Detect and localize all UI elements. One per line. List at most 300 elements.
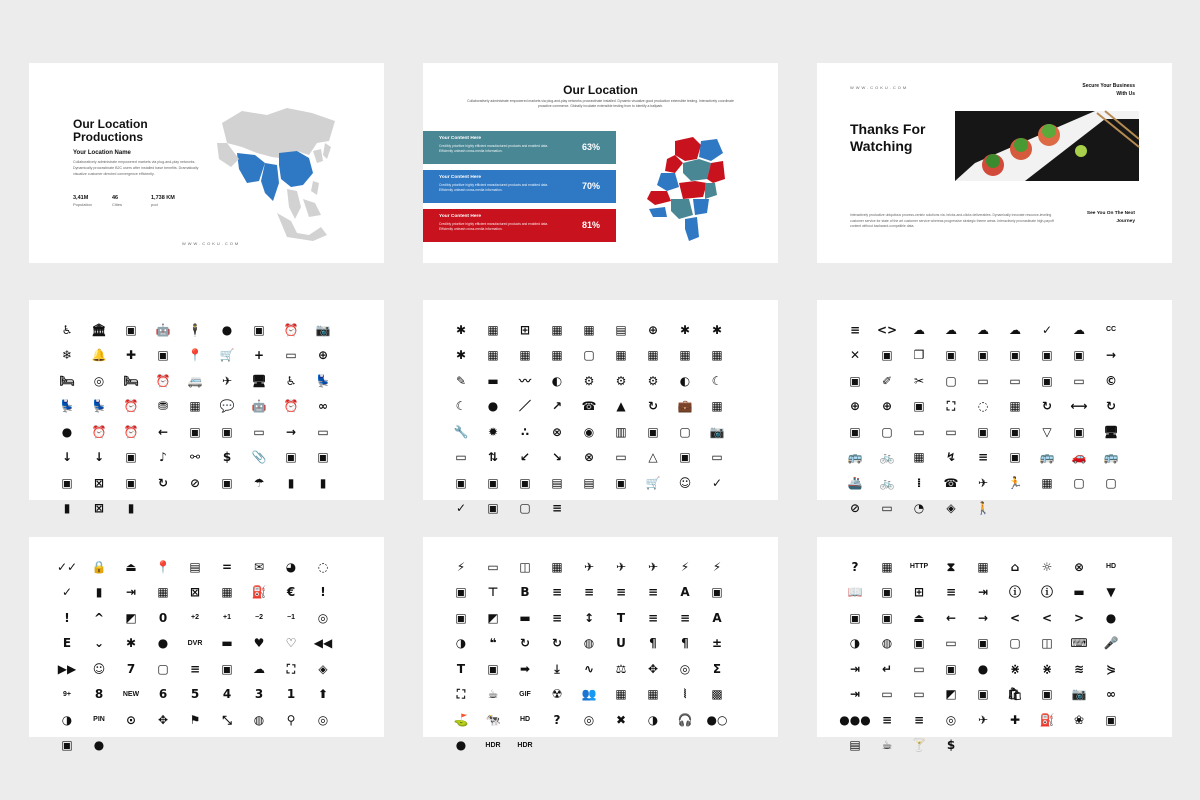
icon-3-56-icon: 🚲 [879,475,895,490]
icon-4-60-icon: ⤡ [222,712,232,727]
icon-4-19-icon: ! [64,610,70,625]
icon-4-9-icon: ◌ [317,559,329,574]
icon-slide-6[interactable] [817,537,1172,753]
slide-description: Collaboratively administrate empowered markets via plug-and-play networks procrastinate installed. Dynamic visualize good production extensible testing. Interactively coordinate proactive commerce. Globally incubate extensible testing from to identify a ballpark. [467,99,734,108]
icon-1-37-icon: ● [61,424,73,439]
icon-5-61-icon: ◑ [647,712,659,727]
icon-6-53-icon: 📷 [1071,687,1087,702]
icon-4-10-icon: ✓ [61,585,73,600]
icon-4-56-icon: PIN [93,716,105,724]
see-you-text: See You On The Next Journey [1086,211,1135,224]
icon-6-23-icon: → [977,610,989,625]
icon-6-56-icon: ≡ [881,712,893,727]
icon-2-12-icon: ▦ [519,348,531,363]
icon-6-50-icon: ▣ [977,687,989,702]
icon-3-59-icon: ✈ [977,475,989,490]
icon-4-54-icon: ⬆ [317,687,329,702]
icon-4-36-icon: ◀◀ [313,636,333,651]
icon-2-63-icon: ✓ [711,475,723,490]
icon-3-18-icon: → [1105,348,1117,363]
icon-2-48-icon: ↙ [519,450,531,465]
icon-3-22-icon: ▢ [945,373,957,388]
icon-6-37-icon: ⇥ [849,661,861,676]
icon-3-58-icon: ☎ [943,475,959,490]
icon-6-30-icon: ▣ [913,636,925,651]
icon-4-5-icon: ▤ [189,559,201,574]
icon-2-66-icon: ▢ [519,501,531,516]
stat-cities [112,195,150,207]
icon-grid [839,317,1127,521]
icon-1-43-icon: ▭ [253,424,265,439]
slide-body-text: Collaboratively administrate empowered markets via plug-and-play networks. Dynamically procrastinate B2C users after installed base benefits. Dramatically visualize customer directed convergence efficiently. [73,160,199,176]
icon-5-60-icon: ✖ [615,712,627,727]
icon-2-39-icon: ∴ [520,424,530,439]
icon-5-44-icon: ◎ [679,661,691,676]
icon-2-67-icon: ≡ [551,501,563,516]
icon-3-36-icon: ↻ [1105,399,1117,414]
icon-4-8-icon: ◕ [285,559,297,574]
stat-value: 1,738 KM [151,195,175,201]
icon-6-35-icon: ⌨ [1070,636,1088,651]
icon-1-3-icon: ▣ [125,322,137,337]
icon-6-49-icon: ◩ [945,687,957,702]
icon-1-26-icon: ♿ [285,373,297,388]
icon-2-43-icon: ▣ [647,424,659,439]
icon-6-16-icon: ⓘ [1040,585,1053,600]
icon-4-51-icon: 4 [222,687,232,702]
icon-1-9-icon: 📷 [315,322,331,337]
icon-5-50-icon: 👥 [581,687,597,702]
icon-2-14-icon: ▢ [583,348,595,363]
icon-3-12-icon: ❐ [913,348,925,363]
icon-1-66-icon: ▮ [127,501,135,516]
icon-1-45-icon: ▭ [317,424,329,439]
icon-3-25-icon: ▣ [1041,373,1053,388]
icon-slide-2[interactable] [423,300,778,516]
icon-6-40-icon: ▣ [945,661,957,676]
icon-1-41-icon: ▣ [189,424,201,439]
bar-text: Credibly prioritize highly efficient manufactured products and enabled data. Efficiently unleash cross-media information. [439,222,549,231]
icon-3-61-icon: ▦ [1041,475,1053,490]
icon-1-16-icon: + [253,348,265,363]
icon-3-42-icon: ▣ [1009,424,1021,439]
icon-5-32-icon: ◍ [583,636,595,651]
icon-2-47-icon: ⇅ [487,450,499,465]
icon-3-20-icon: ✐ [881,373,893,388]
icon-2-13-icon: ▦ [551,348,563,363]
icon-4-47-icon: 8 [94,687,104,702]
icon-6-15-icon: ⓘ [1008,585,1021,600]
icon-3-66-icon: ◔ [913,501,925,516]
icon-6-10-icon: 📖 [847,585,863,600]
icon-3-62-icon: ▢ [1073,475,1085,490]
icon-5-62-icon: 🎧 [677,712,693,727]
icon-2-40-icon: ⊗ [551,424,563,439]
icon-2-35-icon: 💼 [677,399,693,414]
icon-5-22-icon: ≡ [551,610,563,625]
icon-3-6-icon: ☁ [1009,322,1021,337]
icon-2-19-icon: ✎ [455,373,467,388]
icon-5-20-icon: ◩ [487,610,499,625]
icon-2-32-icon: ☎ [581,399,597,414]
icon-4-49-icon: 6 [158,687,168,702]
icon-5-38-icon: ▣ [487,661,499,676]
icon-5-29-icon: ❝ [489,636,497,651]
icon-5-52-icon: ▦ [647,687,659,702]
icon-2-4-icon: ▦ [551,322,563,337]
icon-1-17-icon: ▭ [285,348,297,363]
icon-2-50-icon: ⊗ [583,450,595,465]
icon-1-30-icon: ⏰ [123,399,139,414]
icon-2-56-icon: ▣ [487,475,499,490]
icon-3-15-icon: ▣ [1009,348,1021,363]
icon-6-4-icon: ⧗ [946,559,956,574]
icon-6-65-icon: ☕ [881,738,893,753]
slide-thanks[interactable] [817,63,1172,263]
icon-4-42-icon: ▣ [221,661,233,676]
icon-6-8-icon: ⊗ [1073,559,1085,574]
icon-5-30-icon: ↻ [519,636,531,651]
icon-3-8-icon: ☁ [1073,322,1085,337]
icon-3-4-icon: ☁ [945,322,957,337]
icon-3-54-icon: 🚌 [1103,450,1119,465]
icon-2-45-icon: 📷 [709,424,725,439]
icon-1-1-icon: ♿ [61,322,73,337]
icon-1-25-icon: 🖥 [251,373,267,388]
icon-5-53-icon: ⦚ [683,687,687,702]
icon-1-55-icon: ▣ [61,475,73,490]
icon-2-15-icon: ▦ [615,348,627,363]
icon-5-43-icon: ✥ [647,661,659,676]
slide-location-productions[interactable] [29,63,384,263]
icon-6-12-icon: ⊞ [913,585,925,600]
icon-1-8-icon: ⏰ [283,322,299,337]
icon-5-24-icon: T [616,610,626,625]
content-bar-3 [423,209,616,242]
icon-4-46-icon: 9+ [63,690,71,698]
stat-value: 46 [112,195,119,201]
icon-2-16-icon: ▦ [647,348,659,363]
website-footer: WWW.COKU.COM [182,241,241,246]
icon-grid [445,554,733,758]
icon-4-52-icon: 3 [254,687,264,702]
icon-4-27-icon: ◎ [317,610,329,625]
icon-4-29-icon: ⌄ [93,636,105,651]
icon-6-60-icon: ✚ [1009,712,1021,727]
icon-5-18-icon: ▣ [711,585,723,600]
icon-4-59-icon: ⚑ [189,712,201,727]
content-bar-1 [423,131,616,164]
slide-subtitle: Your Location Name [73,150,131,156]
icon-2-65-icon: ▣ [487,501,499,516]
icon-3-38-icon: ▢ [881,424,893,439]
icon-1-61-icon: ☂ [253,475,265,490]
icon-3-52-icon: 🚌 [1039,450,1055,465]
icon-3-39-icon: ▭ [913,424,925,439]
icon-3-24-icon: ▭ [1009,373,1021,388]
icon-2-33-icon: ▲ [616,399,626,414]
icon-5-25-icon: ≡ [647,610,659,625]
bar-percent: 63% [581,142,600,152]
icon-1-48-icon: ▣ [125,450,137,465]
icon-4-31-icon: ● [157,636,169,651]
icon-6-63-icon: ▣ [1105,712,1117,727]
secure-text: Secure Your Business With Us [1082,83,1135,97]
icon-1-62-icon: ▮ [287,475,295,490]
icon-1-39-icon: ⏰ [123,424,139,439]
icon-1-36-icon: ∞ [318,399,328,414]
icon-6-22-icon: ← [945,610,957,625]
stats-row [73,195,190,207]
slide-our-location[interactable] [423,63,778,263]
stat-label: Cities [112,202,123,207]
icon-2-64-icon: ✓ [455,501,467,516]
icon-2-8-icon: ✱ [679,322,691,337]
icon-6-33-icon: ▢ [1009,636,1021,651]
icon-1-57-icon: ▣ [125,475,137,490]
icon-4-6-icon: = [221,559,233,574]
icon-3-44-icon: ▣ [1073,424,1085,439]
icon-5-59-icon: ◎ [583,712,595,727]
icon-5-34-icon: ¶ [649,636,657,651]
icon-6-3-icon: HTTP [909,563,929,571]
icon-4-55-icon: ◑ [61,712,73,727]
icon-4-34-icon: ♥ [253,636,265,651]
icon-6-45-icon: ⋟ [1105,661,1117,676]
icon-4-2-icon: 🔒 [91,559,107,574]
icon-1-11-icon: 🔔 [91,348,107,363]
icon-1-5-icon: 🕴 [187,322,203,337]
icon-3-43-icon: ▽ [1042,424,1052,439]
icon-2-46-icon: ▭ [455,450,467,465]
icon-5-26-icon: ≡ [679,610,691,625]
icon-2-18-icon: ▦ [711,348,723,363]
icon-3-3-icon: ☁ [913,322,925,337]
icon-4-41-icon: ≡ [189,661,201,676]
icon-2-20-icon: ▬ [487,373,499,388]
bar-percent: 81% [581,220,600,230]
icon-1-19-icon: 🛏 [59,373,75,388]
icon-5-31-icon: ↻ [551,636,563,651]
icon-1-38-icon: ⏰ [91,424,107,439]
icon-1-27-icon: 💺 [315,373,331,388]
icon-slide-4[interactable] [29,537,384,753]
icon-slide-1[interactable] [29,300,384,516]
stat-label: Population [73,202,92,207]
icon-1-24-icon: ✈ [221,373,233,388]
icon-4-25-icon: −2 [255,614,263,622]
icon-6-9-icon: HD [1105,563,1117,571]
icon-5-46-icon: ⛶ [456,687,466,702]
icon-1-44-icon: → [285,424,297,439]
icon-4-57-icon: ⊙ [125,712,137,727]
stat-population [73,195,111,207]
icon-3-9-icon: CC [1105,326,1117,334]
icon-5-55-icon: ⛳ [453,712,469,727]
icon-4-30-icon: ✱ [125,636,137,651]
icon-2-53-icon: ▣ [679,450,691,465]
icon-2-57-icon: ▣ [519,475,531,490]
icon-3-11-icon: ▣ [881,348,893,363]
bar-heading: Your Content Here [439,214,482,219]
icon-4-48-icon: NEW [122,690,140,698]
icon-5-11-icon: ⊤ [487,585,499,600]
asia-map [217,103,342,243]
icon-4-64-icon: ▣ [61,738,73,753]
icon-6-17-icon: ▬ [1073,585,1085,600]
icon-1-23-icon: 🚐 [187,373,203,388]
icon-6-51-icon: 🛍 [1007,687,1023,702]
icon-5-23-icon: ↕ [583,610,595,625]
icon-2-59-icon: ▤ [583,475,595,490]
icon-1-10-icon: ❄ [61,348,73,363]
icon-grid [839,554,1127,758]
icon-5-39-icon: ➡ [519,661,531,676]
icon-6-38-icon: ↵ [881,661,893,676]
icon-3-65-icon: ▭ [881,501,893,516]
icon-1-13-icon: ▣ [157,348,169,363]
icon-2-17-icon: ▦ [679,348,691,363]
icon-1-34-icon: 🤖 [251,399,267,414]
icon-grid [51,317,339,521]
icon-5-56-icon: 🐄 [485,712,501,727]
icon-1-40-icon: ← [157,424,169,439]
icon-5-64-icon: ● [455,738,467,753]
icon-5-27-icon: A [712,610,722,625]
icon-4-33-icon: ▬ [221,636,233,651]
icon-2-41-icon: ◉ [583,424,595,439]
icon-2-22-icon: ◐ [551,373,563,388]
icon-3-13-icon: ▣ [945,348,957,363]
icon-4-21-icon: ◩ [125,610,137,625]
icon-5-1-icon: ⚡ [456,559,466,574]
bar-heading: Your Content Here [439,136,482,141]
icon-2-62-icon: ☺ [678,475,692,490]
icon-5-4-icon: ▦ [551,559,563,574]
icon-6-48-icon: ▭ [913,687,925,702]
icon-3-27-icon: © [1105,373,1117,388]
icon-4-14-icon: ⊠ [189,585,201,600]
icon-1-20-icon: ◎ [93,373,105,388]
icon-3-57-icon: ⁞ [916,475,922,490]
icon-2-6-icon: ▤ [615,322,627,337]
icon-6-26-icon: > [1073,610,1085,625]
icon-3-28-icon: ⊕ [849,399,861,414]
slide-title: Thanks For Watching [850,121,926,154]
icon-2-7-icon: ⊕ [647,322,659,337]
icon-1-33-icon: 💬 [219,399,235,414]
icon-3-30-icon: ▣ [913,399,925,414]
icon-2-30-icon: ／ [518,399,531,414]
icon-2-42-icon: ▥ [615,424,627,439]
icon-4-12-icon: ⇥ [125,585,137,600]
icon-6-27-icon: ● [1105,610,1117,625]
icon-5-10-icon: ▣ [455,585,467,600]
icon-6-42-icon: ⋇ [1009,661,1021,676]
bar-heading: Your Content Here [439,175,482,180]
icon-5-54-icon: ▩ [711,687,723,702]
icon-5-12-icon: B [520,585,530,600]
icon-5-14-icon: ≡ [583,585,595,600]
icon-3-68-icon: 🚶 [975,501,991,516]
sushi-photo [955,111,1139,181]
icon-1-65-icon: ⊠ [93,501,105,516]
icon-6-6-icon: ⌂ [1010,559,1020,574]
icon-5-63-icon: ●○ [706,712,728,727]
icon-6-21-icon: ⏏ [913,610,925,625]
icon-1-58-icon: ↻ [157,475,169,490]
icon-1-53-icon: ▣ [285,450,297,465]
icon-1-54-icon: ▣ [317,450,329,465]
icon-6-34-icon: ◫ [1041,636,1053,651]
icon-2-34-icon: ↻ [647,399,659,414]
icon-slide-5[interactable] [423,537,778,753]
icon-3-50-icon: ≡ [977,450,989,465]
icon-5-47-icon: ☕ [487,687,499,702]
icon-5-42-icon: ⚖ [615,661,627,676]
icon-6-61-icon: ⛽ [1039,712,1055,727]
icon-3-33-icon: ▦ [1009,399,1021,414]
icon-5-7-icon: ✈ [647,559,659,574]
icon-3-19-icon: ▣ [849,373,861,388]
icon-4-63-icon: ◎ [317,712,329,727]
icon-5-40-icon: ⤓ [554,661,560,676]
icon-5-36-icon: ± [711,636,723,651]
icon-4-32-icon: DVR [187,639,203,647]
netherlands-map [645,133,725,243]
icon-6-18-icon: ▼ [1106,585,1116,600]
icon-4-17-icon: € [286,585,296,600]
icon-1-64-icon: ▮ [63,501,71,516]
icon-2-52-icon: △ [648,450,658,465]
icon-2-38-icon: ✹ [487,424,499,439]
icon-6-19-icon: ▣ [849,610,861,625]
icon-6-55-icon: ●●● [839,712,871,727]
slide-title: Our Location [563,83,638,97]
icon-6-5-icon: ▦ [977,559,989,574]
icon-5-49-icon: ☢ [551,687,563,702]
icon-2-27-icon: ☾ [711,373,723,388]
icon-4-45-icon: ◈ [318,661,328,676]
icon-5-66-icon: HDR [517,741,533,749]
icon-4-35-icon: ♡ [285,636,297,651]
icon-5-5-icon: ✈ [583,559,595,574]
icon-5-51-icon: ▦ [615,687,627,702]
icon-5-6-icon: ✈ [615,559,627,574]
icon-2-28-icon: ☾ [455,399,467,414]
icon-6-1-icon: ? [851,559,859,574]
icon-6-59-icon: ✈ [977,712,989,727]
icon-2-11-icon: ▦ [487,348,499,363]
icon-6-57-icon: ≡ [913,712,925,727]
icon-6-7-icon: ☼ [1041,559,1053,574]
icon-6-67-icon: $ [946,738,956,753]
icon-4-16-icon: ⛽ [251,585,267,600]
icon-3-51-icon: ▣ [1009,450,1021,465]
icon-5-8-icon: ⚡ [680,559,690,574]
icon-4-50-icon: 5 [190,687,200,702]
icon-1-4-icon: 🤖 [155,322,171,337]
icon-3-10-icon: ✕ [849,348,861,363]
icon-5-35-icon: ¶ [681,636,689,651]
content-bar-2 [423,170,616,203]
icon-slide-3[interactable] [817,300,1172,516]
icon-6-28-icon: ◑ [849,636,861,651]
icon-1-21-icon: 🛏 [123,373,139,388]
icon-3-31-icon: ⛶ [946,399,956,414]
icon-6-32-icon: ▣ [977,636,989,651]
icon-3-67-icon: ◈ [946,501,956,516]
